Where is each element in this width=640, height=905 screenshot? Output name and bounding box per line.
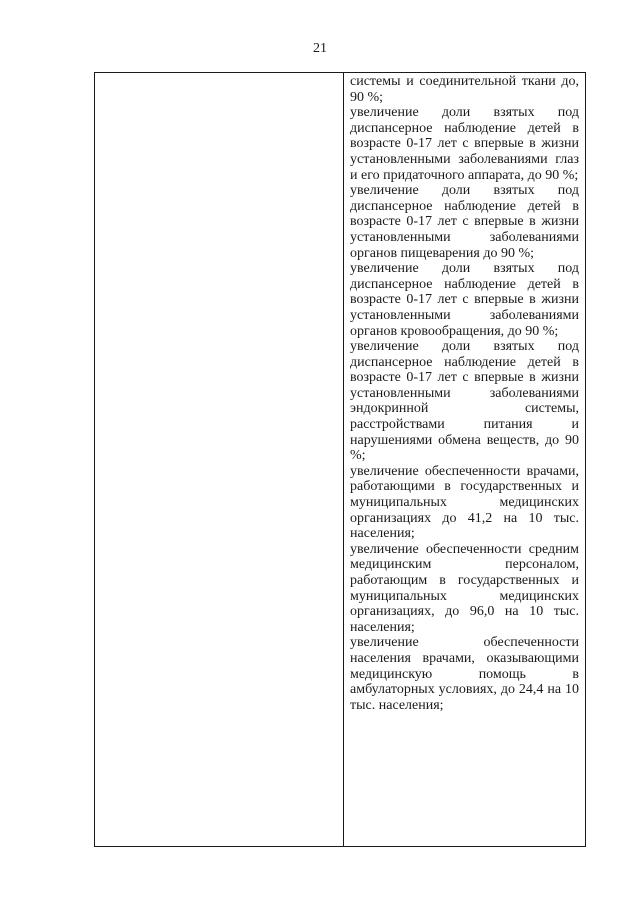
list-item: увеличение доли взятых под диспансерное наблюдение детей в возрасте 0-17 лет с впервые в жизни установленными заболеваниями органов кровообращения, до 90 %; xyxy=(350,261,579,339)
list-item: увеличение обеспеченности средним медицинским персоналом, работающим в государственных и муниципальных медицинских организациях, до 96,0 на 10 тыс. населения; xyxy=(350,541,579,635)
list-item: системы и соединительной ткани до, 90 %; xyxy=(350,74,579,105)
list-item: увеличение доли взятых под диспансерное наблюдение детей в возрасте 0-17 лет с впервые в жизни установленными заболеваниями глаз и его придаточного аппарата, до 90 %; xyxy=(350,105,579,183)
list-item: увеличение обеспеченности врачами, работающими в государственных и муниципальных медицинских организациях до 41,2 на 10 тыс. населения; xyxy=(350,463,579,542)
list-item: увеличение доли взятых под диспансерное наблюдение детей в возрасте 0-17 лет с впервые в жизни установленными заболеваниями органов пищеварения до 90 %; xyxy=(350,183,579,261)
document-table xyxy=(94,72,586,847)
table-left-cell xyxy=(95,73,344,846)
list-item: увеличение доли взятых под диспансерное наблюдение детей в возрасте 0-17 лет с впервые в жизни установленными заболеваниями эндокринной системы, расстройствами питания и нарушениями обмена веществ, до 90 %; xyxy=(350,339,579,464)
list-item: увеличение обеспеченности населения врачами, оказывающими медицинскую помощь в амбулаторных условиях, до 24,4 на 10 тыс. населения; xyxy=(350,635,579,713)
page-number: 21 xyxy=(313,41,327,56)
table-right-cell xyxy=(344,73,585,846)
